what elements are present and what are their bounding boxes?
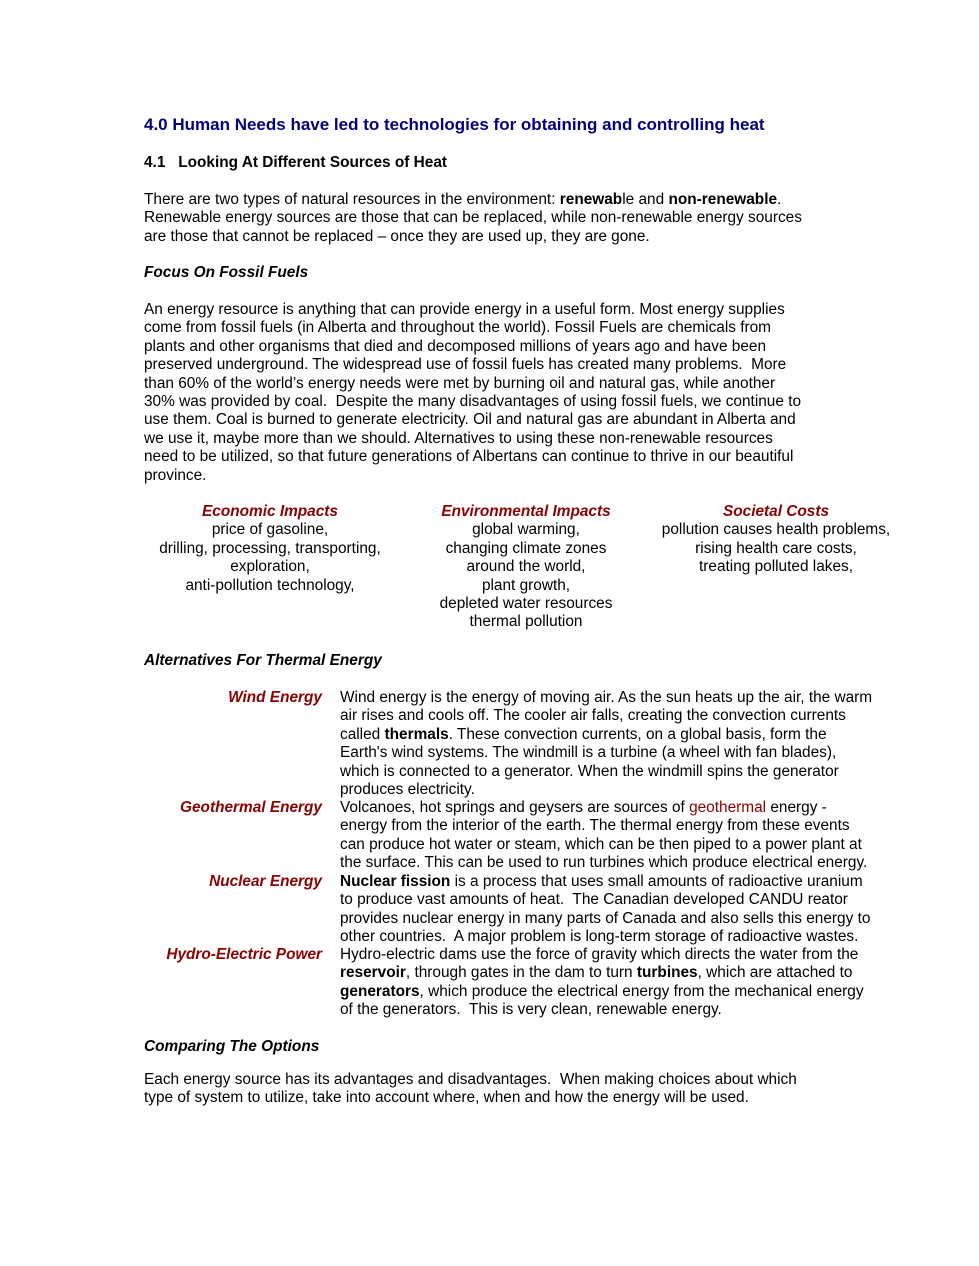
text-segment: need to be utilized, so that future generations of Albertans can continue to thrive in our beautiful <box>144 448 794 466</box>
text-segment: , through gates in the dam to turn <box>405 964 637 982</box>
text-segment: of the generators. This is very clean, renewable energy. <box>340 1001 722 1019</box>
impact-item: global warming, <box>472 521 580 539</box>
bold-term: generators <box>340 982 420 1000</box>
text-line <box>144 191 802 209</box>
text-segment: type of system to utilize, take into account where, when and how the energy will be used. <box>144 1089 749 1107</box>
impact-heading: Economic Impacts <box>202 503 338 520</box>
text-segment: produces electricity. <box>340 781 475 799</box>
impact-column-economic <box>140 503 400 595</box>
text-line <box>144 448 801 466</box>
alternative-text-nuclear <box>340 873 910 947</box>
bold-term: thermals <box>384 725 449 743</box>
text-line <box>340 928 910 946</box>
text-segment: are those that cannot be replaced – once they are used up, they are gone. <box>144 227 650 245</box>
text-line <box>144 467 801 485</box>
impact-heading: Societal Costs <box>722 503 830 520</box>
text-line <box>144 338 801 356</box>
text-line <box>340 964 910 982</box>
impact-column-environmental <box>396 503 656 632</box>
geothermal-link[interactable]: geothermal <box>689 799 767 816</box>
impact-item: anti-pollution technology, <box>185 576 355 594</box>
impact-item: drilling, processing, transporting, <box>159 539 381 557</box>
text-segment: energy from the interior of the earth. The thermal energy from these events <box>340 817 850 835</box>
text-line <box>340 763 910 781</box>
text-line <box>144 319 801 337</box>
text-segment: air rises and cools off. The cooler air falls, creating the convection currents <box>340 707 846 725</box>
text-segment: province. <box>144 466 207 484</box>
section-heading: 4.1 Looking At Different Sources of Heat <box>144 154 448 171</box>
text-segment: Each energy source has its advantages and disadvantages. When making choices about which <box>144 1071 797 1088</box>
text-segment: provides nuclear energy in many parts of Canada and also sells this energy to <box>340 909 871 927</box>
impact-heading: Environmental Impacts <box>441 503 611 520</box>
impact-item: changing climate zones <box>445 539 607 557</box>
text-line <box>144 430 801 448</box>
alternative-label-nuclear: Nuclear Energy <box>209 873 322 890</box>
text-line <box>340 744 910 762</box>
text-line <box>340 854 910 872</box>
impact-item: thermal pollution <box>469 613 583 631</box>
text-segment: than 60% of the world’s energy needs were met by burning oil and natural gas, while another <box>144 374 776 392</box>
text-line <box>340 836 910 854</box>
page-title: 4.0 Human Needs have led to technologies for obtaining and controlling heat <box>144 115 765 134</box>
fossil-fuels-heading: Focus On Fossil Fuels <box>144 264 309 281</box>
impact-item: pollution causes health problems, <box>661 521 891 539</box>
text-line <box>144 209 802 227</box>
text-segment: use them. Coal is burned to generate electricity. Oil and natural gas are abundant in Alberta and <box>144 411 796 429</box>
bold-term: reservoir <box>340 964 406 982</box>
text-line <box>340 946 910 964</box>
text-line <box>144 1089 797 1107</box>
text-line <box>340 910 910 928</box>
impact-item: plant growth, <box>481 576 571 594</box>
text-line <box>340 983 910 1001</box>
text-segment: There are two types of natural resources in the environment: <box>144 191 560 208</box>
text-line <box>340 726 910 744</box>
text-line <box>340 891 910 909</box>
impact-item: around the world, <box>466 558 586 576</box>
text-line <box>144 301 801 319</box>
text-segment: can produce hot water or steam, which can be then piped to a power plant at <box>340 835 862 853</box>
text-segment: Volcanoes, hot springs and geysers are sources of <box>340 799 690 816</box>
text-segment: Earth's wind systems. The windmill is a turbine (a wheel with fan blades), <box>340 744 837 762</box>
text-line <box>340 1001 910 1019</box>
bold-term: turbines <box>636 964 698 982</box>
text-segment: which is connected to a generator. When the windmill spins the generator <box>340 762 839 780</box>
text-segment: Hydro-electric dams use the force of gravity which directs the water from the <box>340 946 859 963</box>
impact-item: price of gasoline, <box>211 521 329 539</box>
intro-paragraph <box>144 191 802 246</box>
text-segment: preserved underground. The widespread use of fossil fuels has created many problems. More <box>144 356 787 374</box>
text-segment: Renewable energy sources are those that can be replaced, while non-renewable energy sources <box>144 209 802 227</box>
text-segment: 30% was provided by coal. Despite the many disadvantages of using fossil fuels, we continue to <box>144 393 802 411</box>
comparing-paragraph <box>144 1071 797 1108</box>
bold-term: Nuclear fission <box>340 873 451 890</box>
alternatives-heading: Alternatives For Thermal Energy <box>144 652 382 669</box>
comparing-heading: Comparing The Options <box>144 1038 320 1055</box>
text-line <box>340 817 910 835</box>
alternative-text-geothermal <box>340 799 910 873</box>
text-line <box>340 707 910 725</box>
text-segment: energy - <box>766 799 827 816</box>
text-segment: plants and other organisms that died and decomposed millions of years ago and have been <box>144 337 767 355</box>
bold-term: non-renewable <box>668 191 778 208</box>
text-line <box>144 393 801 411</box>
text-segment: called <box>340 725 385 743</box>
text-line <box>340 799 910 817</box>
impact-item: rising health care costs, <box>695 539 857 557</box>
text-segment: we use it, maybe more than we should. Alternatives to using these non-renewable resources <box>144 429 773 447</box>
alternative-text-hydro <box>340 946 910 1020</box>
bold-term: renewab <box>559 191 623 208</box>
text-line <box>340 689 910 707</box>
text-segment: the surface. This can be used to run turbines which produce electrical energy. <box>340 854 868 872</box>
impact-item: exploration, <box>230 558 310 576</box>
text-segment: , which produce the electrical energy from the mechanical energy <box>419 982 864 1000</box>
text-line <box>340 781 910 799</box>
text-segment: le and <box>622 191 669 208</box>
text-line <box>144 1071 797 1089</box>
text-line <box>144 411 801 429</box>
text-segment: . These convection currents, on a global basis, form the <box>448 725 827 743</box>
alternative-label-geothermal: Geothermal Energy <box>180 799 322 816</box>
text-line <box>144 375 801 393</box>
text-segment: come from fossil fuels (in Alberta and throughout the world). Fossil Fuels are chemicals from <box>144 319 771 337</box>
text-segment: to produce vast amounts of heat. The Canadian developed CANDU reator <box>340 891 848 909</box>
impact-item: treating polluted lakes, <box>698 558 853 576</box>
text-segment: Wind energy is the energy of moving air. As the sun heats up the air, the warm <box>340 689 873 706</box>
text-line <box>144 356 801 374</box>
alternative-label-wind: Wind Energy <box>228 689 322 706</box>
fossil-fuels-paragraph <box>144 301 801 485</box>
text-segment: other countries. A major problem is long-term storage of radioactive wastes. <box>340 928 859 946</box>
text-segment: An energy resource is anything that can provide energy in a useful form. Most energy supplies <box>144 301 785 318</box>
text-segment: , which are attached to <box>697 964 853 982</box>
alternative-label-hydro: Hydro-Electric Power <box>166 946 322 963</box>
alternative-text-wind <box>340 689 910 799</box>
impact-column-societal <box>646 503 906 577</box>
text-segment: is a process that uses small amounts of radioactive uranium <box>450 873 863 890</box>
text-segment: . <box>777 191 782 208</box>
impact-item: depleted water resources <box>439 595 613 613</box>
text-line <box>144 228 802 246</box>
text-line <box>340 873 910 891</box>
